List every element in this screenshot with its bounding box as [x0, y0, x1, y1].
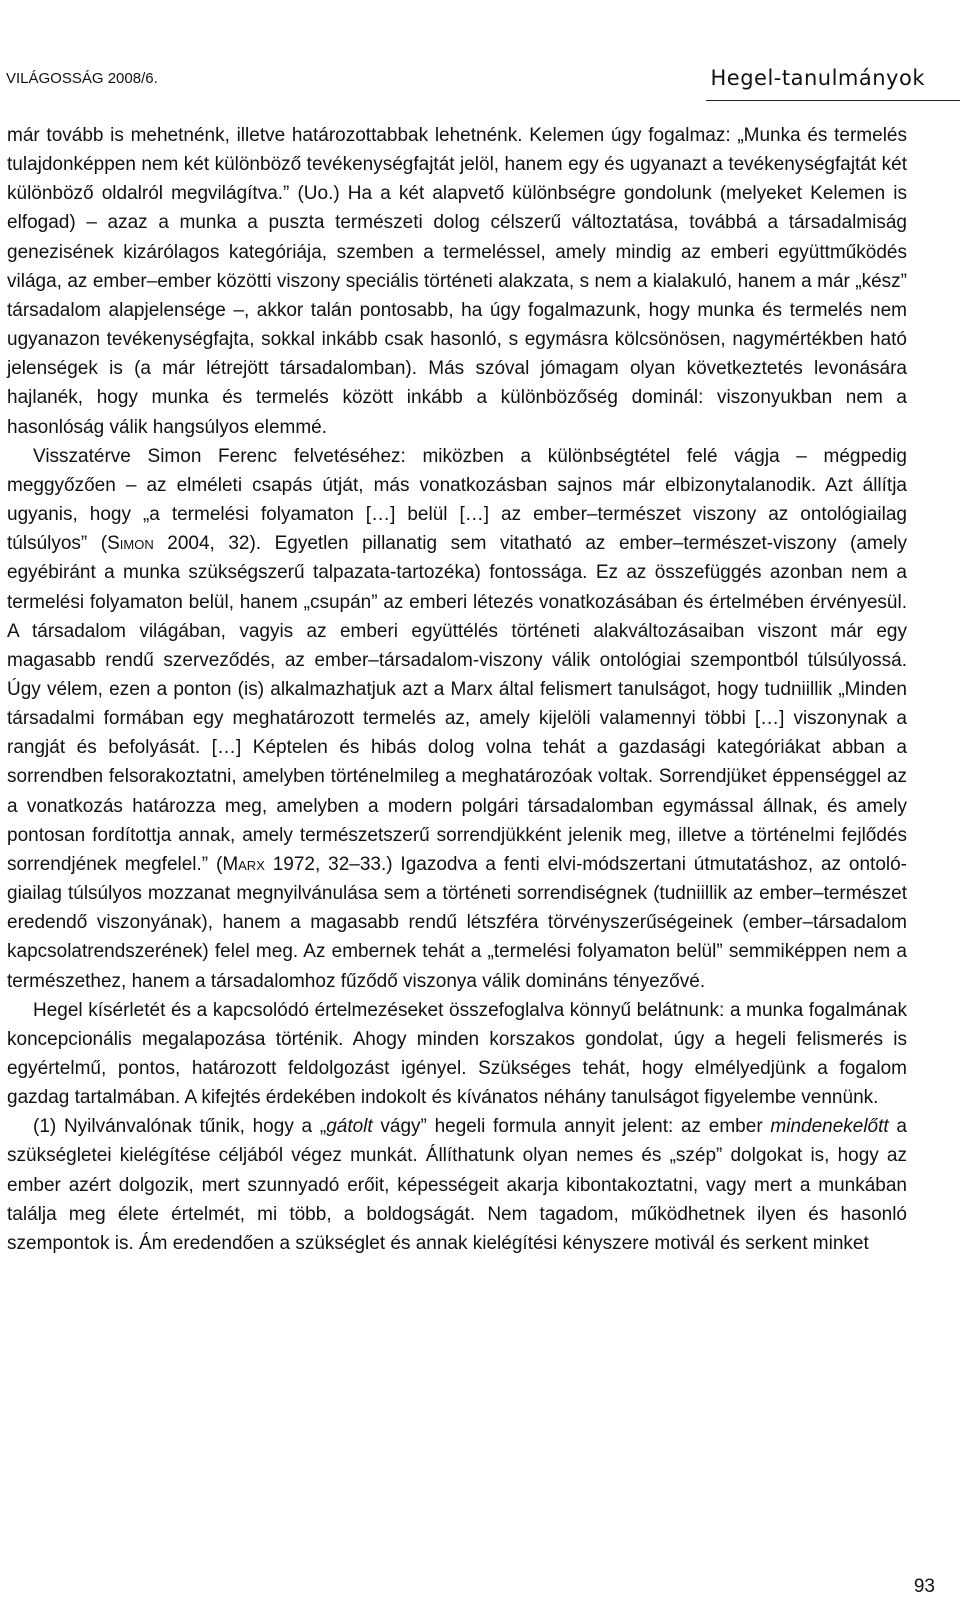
text-run: 1972, 32–33.) Igazodva a fenti elvi-módszertani útmutatáshoz, az ontológiailag túlsúlyos mozzanat megnyilvánulása sem a történeti sorrendiségnek (tudniillik az ember–természet eredendő viszonyának), hanem a magasabb rendű létszféra törvényszerűségeinek (ember–társadalom kapcsolatrendszerének) felel meg. Az embernek tehát a „termelési folyamaton belül” semmiképpen nem a természethez, hanem a társadalomhoz fűződő viszonya válik domináns tényezővé. — [7, 853, 907, 992]
body-text — [7, 121, 907, 1258]
citation-author: Simon — [107, 533, 154, 555]
text-run: vágy” hegeli formula annyit jelent: az ember — [372, 1116, 771, 1138]
text-run: már tovább is mehetnénk, illetve határozottabbak lehetnénk. Kelemen úgy fogalmaz: „Munka és termelés tulajdonképpen nem két különböző tevékenységfajtát jelöl, hanem egy és ugyanazt a tevékenységfajtát két különböző oldalról megvilágítva.” (Uo.) Ha a két alapvető különbségre gondolunk (melyeket Kelemen is elfogad) – azaz a munka a puszta természeti dolog célszerű változtatása, továbbá a társadalmiság genezisének kizárólagos kategóriája, szemben a termeléssel, amely mindig az emberi együttműködés világa, az ember–ember közötti viszony speciális történeti alakzata, s nem a kialakuló, hanem a már „kész” társadalom alapjelensége –, akkor talán pontosabb, ha úgy fogalmazunk, hogy munka és termelés nem ugyanazon tevékenységfajta, sokkal inkább csak hasonló, s egymásra kölcsönösen, nagymértékben ható jelenségek is (a már létrejött társadalomban). Más szóval jómagam olyan következtetés levonására hajlanék, hogy munka és termelés között inkább a különbözőség dominál: viszonyukban nem a hasonlóság válik hangsúlyos elemmé. — [7, 125, 907, 438]
text-run: Hegel kísérletét és a kapcsolódó értelmezéseket összefoglalva könnyű belátnunk: a munka fogalmának koncepcionális megalapozása történik. Ahogy minden korszakos gondolat, úgy a hegeli felismerés is egyértelmű, pontos, határozott feldolgozást igényel. Szükséges tehát, hogy elmélyedjünk a fogalom gazdag tartalmában. A kifejtés érdekében indokolt és kívánatos néhány tanulságot figyelembe vennünk. — [7, 999, 907, 1109]
journal-issue: VILÁGOSSÁG 2008/6. — [6, 70, 158, 87]
emphasis-text: mindenekelőtt — [770, 1116, 889, 1138]
paragraph-4 — [7, 1112, 907, 1258]
citation-author: Marx — [222, 853, 265, 875]
paragraph-3 — [7, 996, 907, 1113]
header-rule-horizontal — [706, 100, 960, 101]
paragraph-2 — [7, 442, 907, 996]
text-run: Visszatérve Simon Ferenc felvetéséhez: miközben a különbségtétel felé vágja – mégpedig meggyőzően – az elméleti csapás útját, más vonatkozásban sajnos már elbizonytalanodik. Azt állítja ugyanis, hogy „a termelési folyamaton […] belül […] az ember–természet viszony az ontológiailag túlsúlyos” ( — [7, 445, 907, 555]
text-run: 2004, 32). Egyetlen pillanatig sem vitatható az ember–természet-viszony (amely egyébiránt a munka szükségszerű talpazata-tartozéka) fontossága. Ez az összefüggés azonban nem a termelési folyamaton belül, hanem „csupán” az emberi létezés vonatkozásában és értelmében érvényesül. A társadalom világában, vagyis az emberi együttélés történeti alakváltozásaiban viszont már egy magasabb rendű szerveződés, az ember–társadalom-viszony válik ontológiai szempontból túlsúlyossá. Úgy vélem, ezen a ponton (is) alkalmazhatjuk azt a Marx által felismert tanulságot, hogy tudniillik „Minden társadalmi formában egy meghatározott termelés az, amely kijelöli valamennyi többi […] viszonynak a rangját és befolyását. […] Képtelen és hibás dolog volna tehát a gazdasági kategóriákat abban a sorrendben felsorakoztatni, amelyben történelmileg a meghatározóak voltak. Sorrendjüket éppenséggel az a vonatkozás határozza meg, amelyben a modern polgári társadalomban egymással állnak, és amely pontosan fordítottja annak, amely természetszerű sorrendjükként jelenik meg, illetve a történelmi fejlődés sorrendjének megfelel.” ( — [7, 533, 908, 875]
paragraph-1 — [7, 121, 907, 442]
emphasis-text: gátolt — [326, 1116, 373, 1138]
text-run: (1) Nyilvánvalónak tűnik, hogy a „ — [33, 1116, 327, 1138]
running-header — [6, 66, 941, 102]
page-number: 93 — [913, 1576, 935, 1597]
text-run: a szükségletei kielégítése céljából végez munkát. Állíthatunk olyan nemes és „szép” dolgokat is, hogy az ember azért dolgozik, mert szunnyadó erőit, képességeit akarja kibontakoztatni, vagy mert a munkában találja meg élete értelmét, mi több, a boldogságát. Nem tagadom, működhetnek ilyen és hasonló szempontok is. Ám eredendően a szükséglet és annak kielégítési kényszere motivál és serkent minket — [7, 1116, 907, 1254]
section-title: Hegel-tanulmányok — [710, 66, 925, 90]
